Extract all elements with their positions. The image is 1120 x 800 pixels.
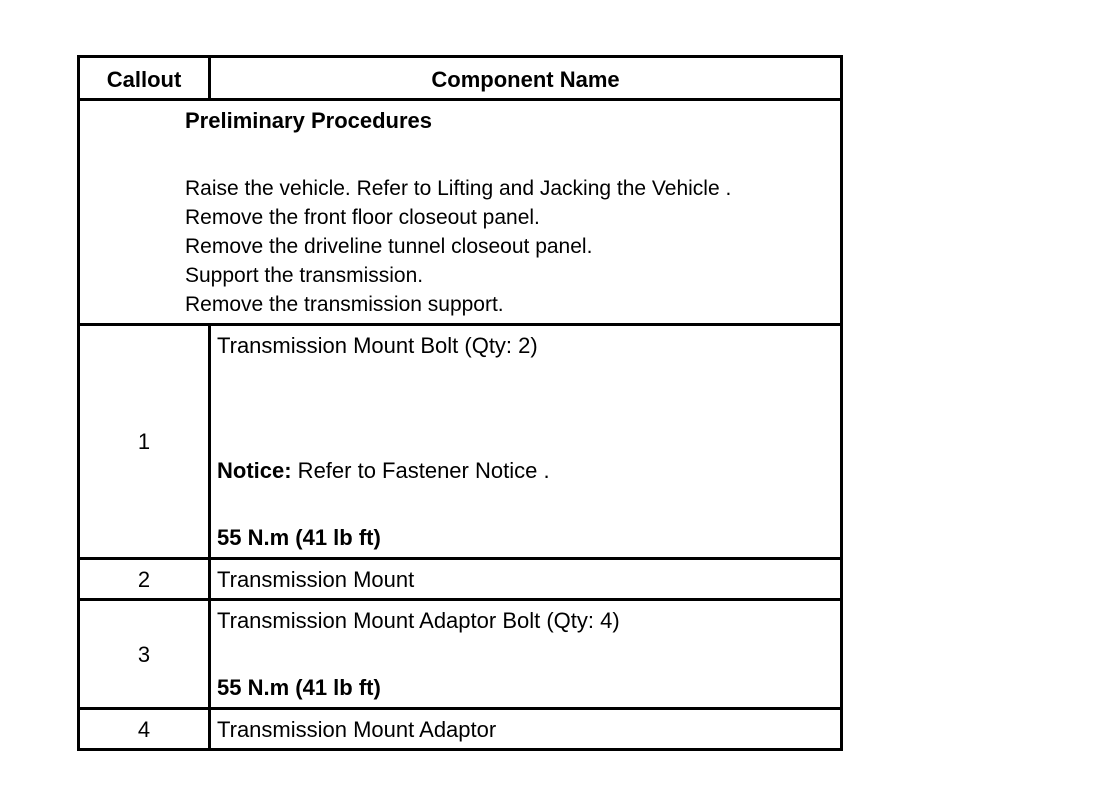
notice-label: Notice: [217, 458, 292, 483]
row-3-torque: 55 N.m (41 lb ft) [217, 675, 381, 700]
preliminary-title: Preliminary Procedures [185, 108, 433, 133]
preliminary-bottom-rule [80, 323, 840, 326]
preliminary-step: Support the transmission. [185, 264, 424, 287]
row-3-name: Transmission Mount Adaptor Bolt (Qty: 4) [217, 608, 620, 633]
row-3-bottom-rule [80, 707, 840, 710]
notice-text: Refer to Fastener Notice . [291, 458, 550, 483]
row-1-name: Transmission Mount Bolt (Qty: 2) [217, 333, 538, 358]
row-1-bottom-rule [80, 557, 840, 560]
header-bottom-rule [80, 98, 840, 101]
preliminary-step: Remove the transmission support. [185, 293, 504, 316]
preliminary-step: Raise the vehicle. Refer to Lifting and Jacking the Vehicle . [185, 177, 732, 200]
component-table [77, 55, 843, 751]
body-column-divider [208, 323, 211, 751]
preliminary-step: Remove the front floor closeout panel. [185, 206, 540, 229]
row-4-callout: 4 [137, 717, 151, 742]
row-2-callout: 2 [137, 567, 151, 592]
row-4-name: Transmission Mount Adaptor [217, 717, 497, 742]
component-name-header: Component Name [431, 67, 620, 92]
row-3-callout: 3 [137, 642, 151, 667]
header-column-divider [208, 58, 211, 98]
row-1-callout: 1 [137, 429, 151, 454]
row-1-torque: 55 N.m (41 lb ft) [217, 525, 381, 550]
row-1-notice [217, 458, 550, 484]
callout-header: Callout [106, 67, 182, 92]
row-2-bottom-rule [80, 598, 840, 601]
preliminary-step: Remove the driveline tunnel closeout panel. [185, 235, 593, 258]
row-2-name: Transmission Mount [217, 567, 415, 592]
